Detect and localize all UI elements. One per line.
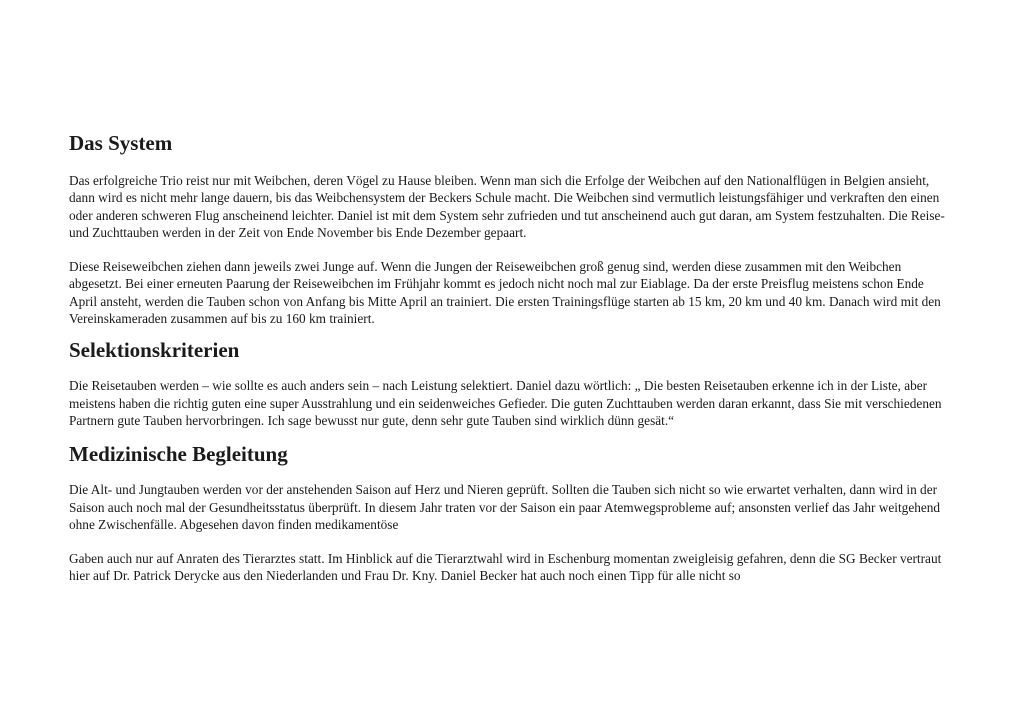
paragraph: Diese Reiseweibchen ziehen dann jeweils zwei Junge auf. Wenn die Jungen der Reiseweibchen groß genug sind, werden diese zusammen mit den Weibchen abgesetzt. Bei einer erneuten Paarung der Reiseweibchen im Frühjahr kommt es jedoch nicht noch mal zur Eiablage. Da der erste Preisflug meistens schon Ende April ansteht, werden die Tauben schon von Anfang bis Mitte April an trainiert. Die ersten Trainingsflüge starten ab 15 km, 20 km und 40 km. Danach wird mit den Vereinskameraden zusammen auf bis zu 160 km trainiert. [69, 259, 941, 327]
section-heading-medizinische-begleitung: Medizinische Begleitung [69, 442, 288, 467]
paragraph: Das erfolgreiche Trio reist nur mit Weibchen, deren Vögel zu Hause bleiben. Wenn man sich die Erfolge der Weibchen auf den Nationalflügen in Belgien ansieht, dann wird es nicht mehr lange dauern, bis das Weibchensystem der Beckers Schule macht. Die Weibchen sind vermutlich leistungsfähiger und verkraften den einen oder anderen schweren Flug anscheinend leichter. Daniel ist mit dem System sehr zufrieden und tut anscheinend auch gut daran, am System festzuhalten. Die Reise- und Zuchttauben werden in der Zeit von Ende November bis Ende Dezember gepaart. [69, 173, 945, 240]
section-heading-selektionskriterien: Selektionskriterien [69, 338, 240, 363]
paragraph: Gaben auch nur auf Anraten des Tierarztes statt. Im Hinblick auf die Tierarztwahl wird in Eschenburg momentan zweigleisig gefahren, denn die SG Becker vertraut hier auf Dr. Patrick Derycke aus den Niederlanden und Frau Dr. Kny. Daniel Becker hat auch noch einen Tipp für alle nicht so [69, 551, 942, 584]
paragraph: Die Alt- und Jungtauben werden vor der anstehenden Saison auf Herz und Nieren geprüft. Sollten die Tauben sich nicht so wie erwartet verhalten, dann wird in der Saison auch noch mal der Gesundheitsstatus überprüft. In diesem Jahr traten vor der Saison ein paar Atemwegsprobleme auf; ansonsten verlief das Jahr weitgehend ohne Zwischenfälle. Abgesehen davon finden medikamentöse [69, 482, 941, 532]
document-page [69, 128, 949, 585]
section-heading-das-system: Das System [69, 131, 173, 155]
paragraph: Die Reisetauben werden – wie sollte es auch anders sein – nach Leistung selektiert. Daniel dazu wörtlich: „ Die besten Reisetauben erkenne ich in der Liste, aber meistens haben die richtig guten eine super Ausstrahlung und ein seidenweiches Gefieder. Die guten Zuchttauben werden daran erkannt, dass Sie mit verschiedenen Partnern gute Tauben hervorbringen. Ich sage bewusst nur gute, denn sehr gute Tauben sind wirklich dünn gesät.“ [69, 378, 942, 428]
